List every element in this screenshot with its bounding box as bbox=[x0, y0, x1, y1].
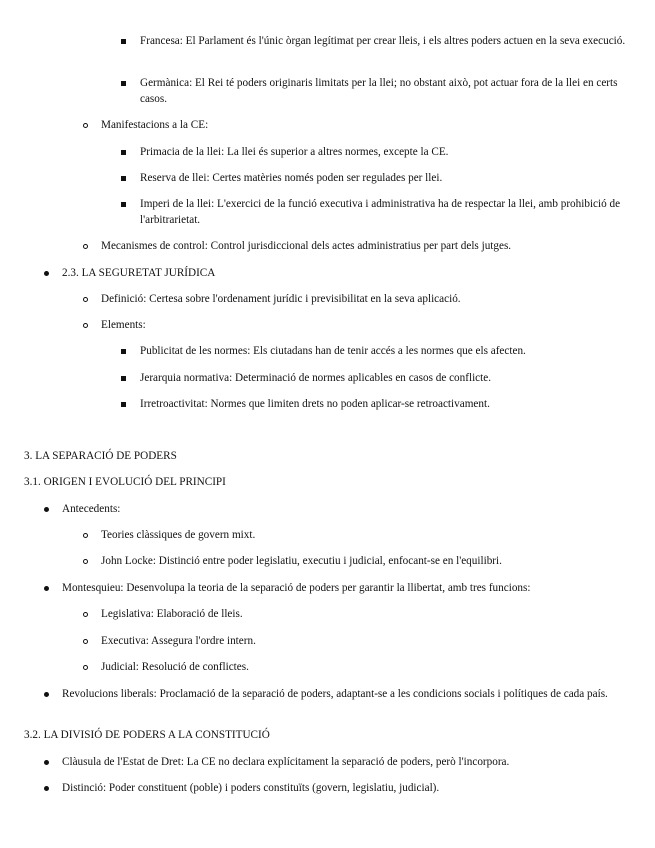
disc-bullet-icon bbox=[44, 786, 49, 791]
list-item-montesquieu: Montesquieu: Desenvolupa la teoria de la separació de poders per garantir la llibertat, amb tres funcions: bbox=[62, 581, 637, 597]
circle-bullet-icon bbox=[83, 123, 88, 128]
section-heading-3-1: 3.1. ORIGEN I EVOLUCIÓ DEL PRINCIPI bbox=[24, 476, 226, 488]
list-item-distincio: Distinció: Poder constituent (poble) i poders constituïts (govern, legislatiu, judicial). bbox=[62, 781, 637, 797]
list-item-revolucions: Revolucions liberals: Proclamació de la separació de poders, adaptant-se a les condicions socials i polítiques de cada país. bbox=[62, 687, 618, 703]
list-item-manifestacions: Manifestacions a la CE: bbox=[101, 118, 631, 134]
list-item-antecedents: Antecedents: bbox=[62, 502, 632, 518]
list-item-reserva: Reserva de llei: Certes matèries només poden ser regulades per llei. bbox=[140, 171, 635, 187]
circle-bullet-icon bbox=[83, 665, 88, 670]
circle-bullet-icon bbox=[83, 533, 88, 538]
list-item-seguretat: 2.3. LA SEGURETAT JURÍDICA bbox=[62, 266, 632, 282]
square-bullet-icon bbox=[121, 81, 126, 86]
disc-bullet-icon bbox=[44, 271, 49, 276]
disc-bullet-icon bbox=[44, 760, 49, 765]
section-heading-3-2: 3.2. LA DIVISIÓ DE PODERS A LA CONSTITUCIÓ bbox=[24, 729, 270, 741]
square-bullet-icon bbox=[121, 349, 126, 354]
list-item-imperi: Imperi de la llei: L'exercici de la funció executiva i administrativa ha de respectar la llei, amb prohibició de l'arbitrarietat. bbox=[140, 197, 635, 228]
square-bullet-icon bbox=[121, 402, 126, 407]
list-item-irretroactivitat: Irretroactivitat: Normes que limiten drets no poden aplicar-se retroactivament. bbox=[140, 397, 635, 413]
list-item-germanica: Germànica: El Rei té poders originaris limitats per la llei; no obstant això, pot actuar fora de la llei en certs casos. bbox=[140, 76, 635, 107]
disc-bullet-icon bbox=[44, 692, 49, 697]
square-bullet-icon bbox=[121, 202, 126, 207]
list-item-locke: John Locke: Distinció entre poder legislatiu, executiu i judicial, enfocant-se en l'equilibri. bbox=[101, 554, 636, 570]
disc-bullet-icon bbox=[44, 586, 49, 591]
circle-bullet-icon bbox=[83, 559, 88, 564]
square-bullet-icon bbox=[121, 150, 126, 155]
disc-bullet-icon bbox=[44, 507, 49, 512]
list-item-judicial: Judicial: Resolució de conflictes. bbox=[101, 660, 636, 676]
circle-bullet-icon bbox=[83, 612, 88, 617]
list-item-francesa: Francesa: El Parlament és l'únic òrgan legítimat per crear lleis, i els altres poders actuen en la seva execució. bbox=[140, 34, 635, 50]
section-heading-3: 3. LA SEPARACIÓ DE PODERS bbox=[24, 450, 177, 462]
list-item-legislativa: Legislativa: Elaboració de lleis. bbox=[101, 607, 636, 623]
list-item-clausula: Clàusula de l'Estat de Dret: La CE no declara explícitament la separació de poders, però l'incorpora. bbox=[62, 755, 637, 771]
circle-bullet-icon bbox=[83, 244, 88, 249]
square-bullet-icon bbox=[121, 176, 126, 181]
list-item-executiva: Executiva: Assegura l'ordre intern. bbox=[101, 634, 636, 650]
circle-bullet-icon bbox=[83, 639, 88, 644]
square-bullet-icon bbox=[121, 376, 126, 381]
list-item-definicio: Definició: Certesa sobre l'ordenament jurídic i previsibilitat en la seva aplicació. bbox=[101, 292, 636, 308]
circle-bullet-icon bbox=[83, 323, 88, 328]
square-bullet-icon bbox=[121, 39, 126, 44]
list-item-teories: Teories clàssiques de govern mixt. bbox=[101, 528, 636, 544]
list-item-mecanismes: Mecanismes de control: Control jurisdiccional dels actes administratius per part dels jutges. bbox=[101, 239, 636, 255]
list-item-publicitat: Publicitat de les normes: Els ciutadans han de tenir accés a les normes que els afecten. bbox=[140, 344, 635, 360]
circle-bullet-icon bbox=[83, 297, 88, 302]
list-item-elements: Elements: bbox=[101, 318, 636, 334]
list-item-jerarquia: Jerarquia normativa: Determinació de normes aplicables en casos de conflicte. bbox=[140, 371, 635, 387]
list-item-primacia: Primacia de la llei: La llei és superior a altres normes, excepte la CE. bbox=[140, 145, 635, 161]
